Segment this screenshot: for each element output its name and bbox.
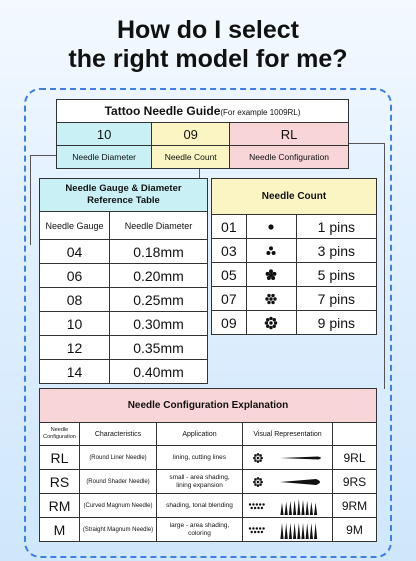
needle-config-table (39, 388, 377, 542)
count-row (212, 311, 377, 335)
pin-cluster-graphic (262, 290, 280, 308)
config-characteristics: (Round Liner Needle) (80, 446, 157, 470)
pin-cluster-icon (246, 215, 296, 239)
pin-dot (266, 324, 269, 327)
gauge-row (40, 360, 208, 384)
count-row (212, 239, 377, 263)
config-application-line-1: large - area shading, (169, 521, 230, 529)
guide-value-count: 09 (152, 123, 230, 146)
pin-dot (269, 246, 273, 250)
gauge-row (40, 288, 208, 312)
pin-dot (271, 293, 274, 296)
config-characteristics: (Curved Magnum Needle) (80, 494, 157, 518)
diameter-value: 0.25mm (110, 288, 208, 312)
curved-magnum-icon (243, 494, 333, 518)
pin-dot (265, 297, 268, 300)
count-code: 01 (212, 215, 247, 239)
diameter-value: 0.35mm (110, 336, 208, 360)
pin-dot (267, 276, 271, 280)
guide-title-text: Tattoo Needle Guide (104, 104, 221, 118)
guide-title (57, 100, 349, 123)
needle-count-table (211, 178, 377, 335)
count-table-title: Needle Count (212, 179, 377, 215)
pin-dot (269, 321, 272, 324)
config-application-line-1: lining, cutting lines (172, 453, 227, 461)
pin-dot (272, 251, 276, 255)
config-row (40, 470, 377, 494)
pin-dot (269, 269, 273, 273)
pin-cluster-icon (246, 287, 296, 311)
config-code: RS (40, 470, 80, 494)
diameter-col-header: Needle Diameter (110, 212, 208, 240)
count-code: 03 (212, 239, 247, 263)
gauge-value: 08 (40, 288, 110, 312)
config-characteristics: (Round Shader Needle) (80, 470, 157, 494)
count-row (212, 215, 377, 239)
diameter-value: 0.30mm (110, 312, 208, 336)
pin-dot (269, 316, 272, 319)
config-col-header-characteristics: Characteristics (80, 423, 157, 446)
gauge-title-line-1: Needle Gauge & Diameter (65, 183, 182, 194)
diameter-value: 0.40mm (110, 360, 208, 384)
needle-guide-table (56, 99, 349, 169)
config-application-line-1: small - area shading, (169, 473, 230, 481)
config-code: M (40, 518, 80, 542)
config-col-header-label (333, 423, 377, 446)
gauge-value: 10 (40, 312, 110, 336)
pin-dot (265, 321, 268, 324)
config-label: 9RM (333, 494, 377, 518)
pins-label: 7 pins (296, 287, 376, 311)
pin-cluster-graphic (262, 218, 280, 236)
pin-cluster-icon (246, 263, 296, 287)
config-application-line-1: shading, tonal blending (166, 501, 233, 509)
config-application-line-2: coloring (188, 529, 211, 537)
config-characteristics: (Straight Magnum Needle) (80, 518, 157, 542)
pin-dot (269, 224, 274, 229)
pin-dot (267, 293, 270, 296)
pin-dot (271, 276, 275, 280)
config-col-header-visual: Visual Representation (243, 423, 333, 446)
config-col-header-application: Application (157, 423, 243, 446)
pin-dot (273, 318, 276, 321)
config-label: 9RL (333, 446, 377, 470)
pin-cluster-graphic (262, 266, 280, 284)
title-line-1: How do I select (117, 16, 299, 44)
config-application (157, 446, 243, 470)
diameter-value: 0.18mm (110, 240, 208, 264)
count-code: 05 (212, 263, 247, 287)
gauge-value: 14 (40, 360, 110, 384)
guide-value-config: RL (230, 123, 349, 146)
pin-dot (269, 297, 272, 300)
title-line-2: the right model for me? (68, 45, 348, 73)
gauge-value: 12 (40, 336, 110, 360)
pin-dot (273, 297, 276, 300)
config-label: 9RS (333, 470, 377, 494)
pin-dot (266, 318, 269, 321)
count-row (212, 263, 377, 287)
pin-dot (269, 325, 272, 328)
pins-label: 5 pins (296, 263, 376, 287)
page-title (0, 16, 416, 74)
config-table-title: Needle Configuration Explanation (40, 389, 377, 423)
config-col-header-config: Needle Configuration (40, 423, 80, 446)
pin-dot (266, 271, 270, 275)
pin-cluster-graphic (262, 314, 280, 332)
guide-label-diameter: Needle Diameter (57, 146, 152, 169)
guide-example: (For example 1009RL) (220, 108, 301, 117)
config-application (157, 494, 243, 518)
gauge-title-line-2: Reference Table (87, 195, 160, 206)
gauge-table-title (40, 179, 208, 212)
pin-cluster-icon (246, 311, 296, 335)
pin-dot (273, 324, 276, 327)
pin-dot (274, 321, 277, 324)
diameter-value: 0.20mm (110, 264, 208, 288)
gauge-row (40, 312, 208, 336)
count-row (212, 287, 377, 311)
pin-cluster-icon (246, 239, 296, 263)
straight-magnum-icon (243, 518, 333, 542)
pins-label: 1 pins (296, 215, 376, 239)
guide-value-diameter: 10 (57, 123, 152, 146)
config-row (40, 494, 377, 518)
pin-dot (273, 271, 277, 275)
pin-dot (267, 300, 270, 303)
gauge-row (40, 264, 208, 288)
gauge-value: 04 (40, 240, 110, 264)
gauge-col-header: Needle Gauge (40, 212, 110, 240)
round-shader-icon (243, 470, 333, 494)
config-application (157, 518, 243, 542)
round-liner-icon (243, 446, 333, 470)
pins-label: 3 pins (296, 239, 376, 263)
pins-label: 9 pins (296, 311, 376, 335)
config-code: RM (40, 494, 80, 518)
guide-label-count: Needle Count (152, 146, 230, 169)
gauge-row (40, 336, 208, 360)
pin-dot (267, 251, 271, 255)
gauge-value: 06 (40, 264, 110, 288)
config-row (40, 446, 377, 470)
config-row (40, 518, 377, 542)
config-label: 9M (333, 518, 377, 542)
count-code: 07 (212, 287, 247, 311)
pin-cluster-graphic (262, 242, 280, 260)
config-application (157, 470, 243, 494)
gauge-diameter-table (39, 178, 208, 384)
pin-dot (271, 300, 274, 303)
count-code: 09 (212, 311, 247, 335)
gauge-row (40, 240, 208, 264)
config-code: RL (40, 446, 80, 470)
config-application-line-2: lining expansion (176, 481, 223, 489)
guide-label-config: Needle Configuration (230, 146, 349, 169)
